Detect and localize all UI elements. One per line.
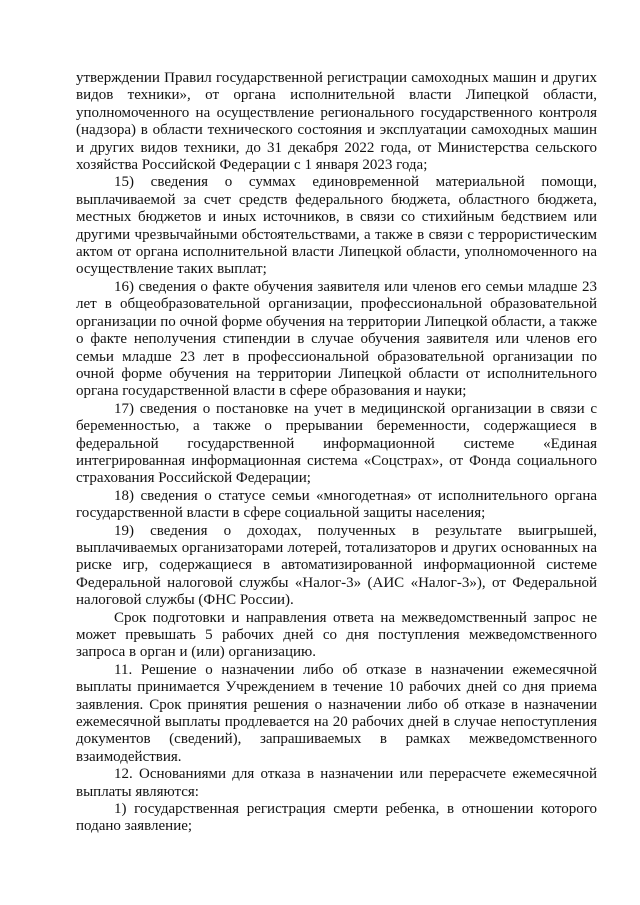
paragraph-item-17: 17) сведения о постановке на учет в медицинской организации в связи с беременностью, а также о прерывании беременности, содержащиеся в федеральной государственной информационной системе «Единая интегрированная информационная система «Соцстрах», от Фонда социального страхования Российской Федерации; xyxy=(76,400,597,487)
paragraph-section-12: 12. Основаниями для отказа в назначении или перерасчете ежемесячной выплаты являются: xyxy=(76,766,597,800)
paragraph-response-term: Срок подготовки и направления ответа на межведомственный запрос не может превышать 5 рабочих дней со дня поступления межведомственного запроса в орган и (или) организацию. xyxy=(76,609,597,661)
paragraph-item-16: 16) сведения о факте обучения заявителя или членов его семьи младше 23 лет в общеобразовательной организации, профессиональной образовательной организации по очной форме обучения на территории Липецкой области, а также о факте неполучения стипендии в случае обучения заявителя или членов его семьи младше 23 лет в профессиональной образовательной организации по очной форме обучения на территории Липецкой области от исполнительного органа государственной власти в сфере образования и науки; xyxy=(76,278,597,400)
document-page xyxy=(76,70,597,836)
paragraph-section-12-item-1: 1) государственная регистрация смерти ребенка, в отношении которого подано заявление; xyxy=(76,801,597,835)
paragraph-item-19: 19) сведения о доходах, полученных в результате выигрышей, выплачиваемых организаторами лотерей, тотализаторов и других основанных на риске игр, содержащиеся в автоматизированной информационной системе Федеральной налоговой службы «Налог-3» (АИС «Налог-3»), от Федеральной налоговой службы (ФНС России). xyxy=(76,522,597,609)
paragraph-item-15: 15) сведения о суммах единовременной материальной помощи, выплачиваемой за счет средств федерального бюджета, областного бюджета, местных бюджетов и иных источников, в связи со стихийным бедствием или другими чрезвычайными обстоятельствами, а также в связи с террористическим актом от органа исполнительной власти Липецкой области, уполномоченного на осуществление таких выплат; xyxy=(76,174,597,278)
paragraph-item-18: 18) сведения о статусе семьи «многодетная» от исполнительного органа государственной власти в сфере социальной защиты населения; xyxy=(76,487,597,522)
paragraph-section-11: 11. Решение о назначении либо об отказе в назначении ежемесячной выплаты принимается Учреждением в течение 10 рабочих дней со дня приема заявления. Срок принятия решения о назначении либо об отказе в назначении ежемесячной выплаты продлевается на 20 рабочих дней в случае непоступления документов (сведений), запрашиваемых в рамках межведомственного взаимодействия. xyxy=(76,661,597,765)
paragraph-continuation: утверждении Правил государственной регистрации самоходных машин и других видов техники», от органа исполнительной власти Липецкой области, уполномоченного на осуществление регионального государственного контроля (надзора) в области технического состояния и эксплуатации самоходных машин и других видов техники, до 31 декабря 2022 года, от Министерства сельского хозяйства Российской Федерации с 1 января 2023 года; xyxy=(76,70,597,174)
